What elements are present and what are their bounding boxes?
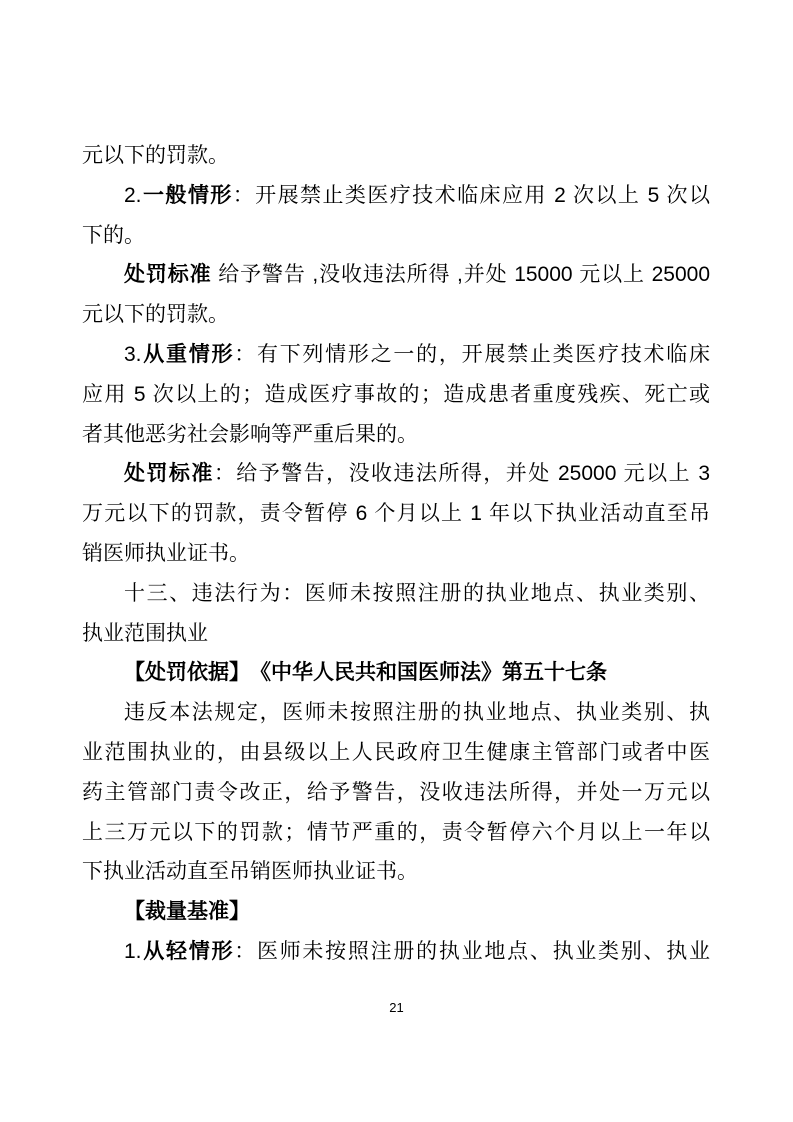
text-line — [82, 614, 710, 654]
text-run: 下的。 — [82, 223, 145, 247]
text-line — [82, 693, 710, 733]
text-run: ：有下列情形之一的，开展禁止类医疗技术临床 — [234, 342, 711, 366]
text-run: 元以下的罚款。 — [82, 144, 229, 167]
text-line — [82, 295, 710, 335]
text-run: 2. — [124, 183, 142, 207]
text-line — [82, 216, 710, 256]
text-run: 执业范围执业 — [82, 621, 208, 645]
text-run: 上三万元以下的罚款；情节严重的，责令暂停六个月以上一年以 — [82, 820, 710, 844]
text-run: 应用 5 次以上的；造成医疗事故的；造成患者重度残疾、死亡或 — [82, 382, 710, 406]
text-line — [82, 574, 710, 614]
bold-text-run: 处罚标准 — [124, 462, 214, 486]
text-line — [82, 932, 710, 972]
text-line — [82, 494, 710, 534]
text-line — [82, 733, 710, 773]
text-run: ：开展禁止类医疗技术临床应用 2 次以上 5 次以 — [232, 183, 710, 207]
text-line — [82, 773, 710, 813]
text-line — [82, 176, 710, 216]
text-line — [82, 534, 710, 574]
text-line — [82, 415, 710, 455]
text-run: 销医师执业证书。 — [82, 541, 250, 565]
bold-text-run: 【裁量基准】 — [124, 900, 250, 924]
text-run: 给予警告 ,没收违法所得 ,并处 15000 元以上 25000 — [211, 263, 711, 287]
text-run: ：给予警告，没收违法所得，并处 25000 元以上 3 — [213, 462, 710, 486]
text-line — [82, 892, 710, 932]
bold-text-run: 一般情形 — [141, 183, 233, 207]
text-run: 业范围执业的，由县级以上人民政府卫生健康主管部门或者中医 — [82, 740, 710, 764]
text-run: 违反本法规定，医师未按照注册的执业地点、执业类别、执 — [124, 701, 710, 725]
bold-text-run: 从轻情形 — [141, 939, 235, 963]
text-run: 者其他恶劣社会影响等严重后果的。 — [82, 422, 418, 446]
text-run: 药主管部门责令改正，给予警告，没收违法所得，并处一万元以 — [82, 780, 710, 804]
bold-text-run: 【处罚依据】 《中华人民共和国医师法》第五十七条 — [124, 661, 607, 685]
document-content — [82, 136, 710, 972]
text-line — [82, 454, 710, 494]
bold-text-run: 处罚标准 — [124, 263, 212, 287]
text-line — [82, 136, 710, 176]
text-line — [82, 813, 710, 853]
text-run: 万元以下的罚款，责令暂停 6 个月以上 1 年以下执业活动直至吊 — [82, 502, 710, 526]
text-run: 元以下的罚款。 — [82, 303, 229, 327]
text-run: ：医师未按照注册的执业地点、执业类别、执业 — [234, 939, 711, 963]
text-line — [82, 335, 710, 375]
text-run: 3. — [124, 342, 142, 366]
text-line — [82, 852, 710, 892]
text-run: 十三、违法行为：医师未按照注册的执业地点、执业类别、 — [124, 581, 710, 605]
text-run: 1. — [124, 939, 142, 963]
bold-text-run: 从重情形 — [141, 342, 235, 366]
page-number: 21 — [389, 1000, 404, 1015]
text-run: 下执业活动直至吊销医师执业证书。 — [82, 860, 418, 884]
text-line — [82, 375, 710, 415]
text-line — [82, 653, 710, 693]
text-line — [82, 255, 710, 295]
